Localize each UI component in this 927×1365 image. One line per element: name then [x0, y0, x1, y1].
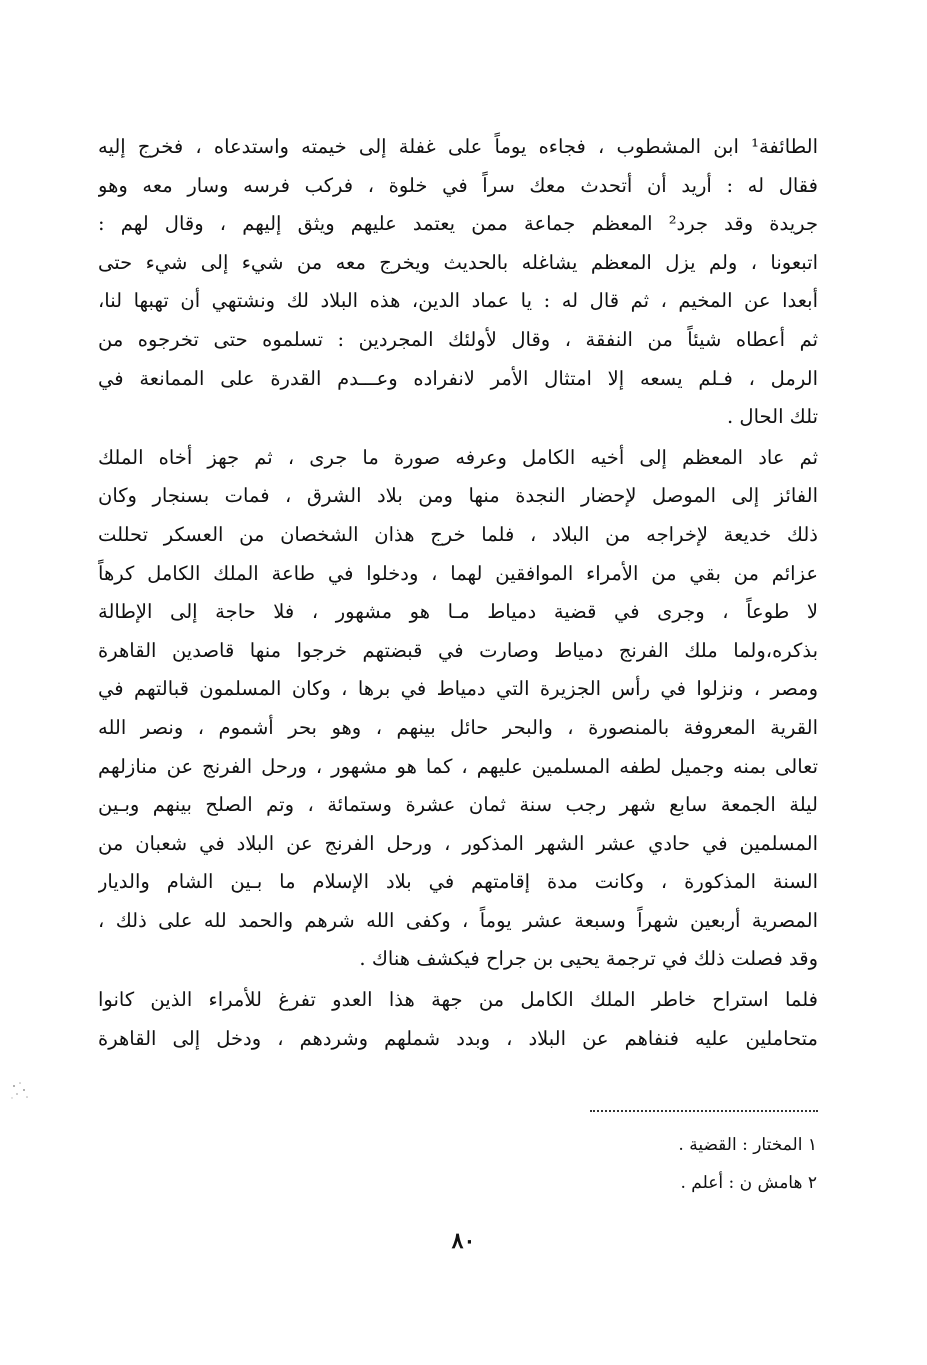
scan-speck-mark — [8, 1078, 34, 1104]
text-line: أبعدا عن المخيم ، ثم قال له : يا عماد الدين، هذه البلاد لك ونشتهي أن تهبها لنا، — [98, 289, 818, 313]
body-text — [98, 128, 818, 1058]
paragraph-2 — [98, 439, 818, 979]
text-line: جريدة وقد جرد² المعظم جماعة ممن يعتمد عليهم ويثق إليهم ، وقال لهم : — [98, 212, 818, 236]
text-line: فلما استراح خاطر الملك الكامل من جهة هذا العدو تفرغ للأمراء الذين كانوا — [98, 988, 818, 1012]
text-line: اتبعونا ، ولم يزل المعظم يشاغله بالحديث ويخرج معه من شيء إلى شيء حتى — [98, 250, 818, 274]
text-line: لا طوعاً ، وجرى في قضية دمياط مـا هو مشهور ، فلا حاجة إلى الإطالة — [98, 600, 818, 624]
text-line: السنة المذكورة ، وكانت مدة إقامتهم في بلاد الإسلام ما بـين الشام والديار — [98, 870, 818, 894]
text-line: الرمل ، فـلم يسعه إلا امتثال الأمر لانفراده وعـــدم القدرة على الممانعة في — [98, 366, 818, 390]
text-line: القرية المعروفة بالمنصورة ، والبحر حائل بينهم ، وهو بحر أشموم ، ونصر الله — [98, 715, 818, 739]
text-line: ثم أعطاه شيئاً من النفقة ، وقال لأولئك المجردين : تسلموه حتى تخرجوه من — [98, 327, 818, 351]
text-line: ثم عاد المعظم إلى أخيه الكامل وعرفه صورة ما جرى ، ثم جهز أخاه الملك — [98, 445, 818, 469]
text-line: الطائفة¹ ابن المشطوب ، فجاءه يوماً على غفلة إلى خيمته واستدعاه ، فخرج إليه — [98, 135, 818, 158]
text-line: وقد فصلت ذلك في ترجمة يحيى بن جراح فيكشف هناك . — [359, 947, 818, 971]
paragraph-3 — [98, 981, 818, 1058]
text-line: فقال له : أريد أن أتحدث معك سراً في خلوة ، فركب فرسه وسار معه وهو — [98, 173, 818, 197]
paragraph-1 — [98, 128, 818, 437]
text-line: ذلك خديعة لإخراجه من البلاد ، فلما خرج هذان الشخصان من العسكر تحللت — [98, 522, 818, 546]
text-line: تعالى بمنه وجميل لطفه المسلمين عليهم ، كما هو مشهور ، ورحل الفرنج عن منازلهم — [98, 754, 818, 778]
text-line: المسلمين في حادي عشر الشهر المذكور ، ورحل الفرنج عن البلاد في شعبان من — [98, 831, 818, 855]
text-line: ليلة الجمعة سابع شهر رجب سنة ثمان عشرة وستمائة ، وتم الصلح بينهم وبـين — [98, 793, 818, 817]
footnotes — [317, 1126, 817, 1202]
text-line: متحاملين عليه فنفاهم عن البلاد ، وبدد شملهم وشردهم ، ودخل إلى القاهرة — [98, 1026, 818, 1050]
text-line: ومصر ، ونزلوا في رأس الجزيرة التي دمياط في برها ، وكان المسلمون قبالتهم في — [98, 677, 818, 701]
text-line: عزائم من بقي من الأمراء الموافقين لهما ، ودخلوا في طاعة الملك الكامل كرهاً — [98, 561, 818, 585]
text-line: الفائز إلى الموصل لإحضار النجدة منها ومن بلاد الشرق ، فمات بسنجار وكان — [98, 484, 818, 508]
footnote-2: ٢ هامش ن : أعلم . — [680, 1173, 817, 1193]
footnote-separator — [590, 1110, 818, 1112]
text-line: المصرية أربعين شهراً وسبعة عشر يوماً ، وكفى الله شرهم والحمد لله على ذلك ، — [98, 908, 818, 932]
text-line: تلك الحال . — [727, 405, 818, 429]
page-number: ٨٠ — [451, 1228, 476, 1254]
text-line: بذكره،ولما ملك الفرنج دمياط وصارت في قبضتهم خرجوا منها قاصدين القاهرة — [98, 638, 818, 662]
footnote-1: ١ المختار : القضية . — [678, 1135, 817, 1155]
